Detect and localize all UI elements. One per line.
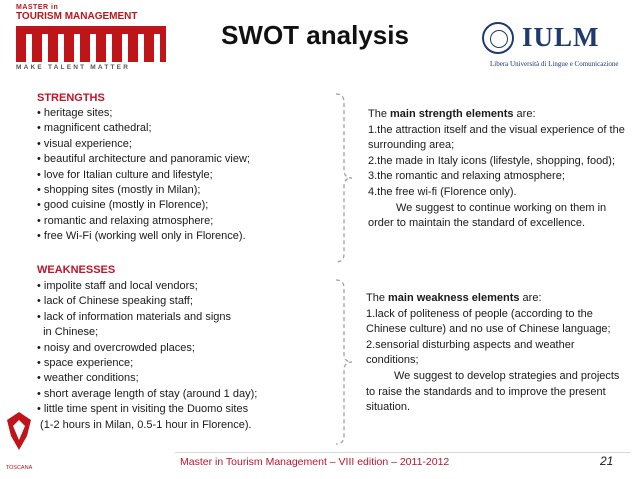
strength-summary — [368, 107, 630, 232]
list-item: in Chinese; — [37, 326, 99, 339]
list-item: • heritage sites; — [37, 107, 113, 119]
iulm-logo — [478, 22, 628, 72]
strengths-heading: STRENGTHS — [37, 92, 105, 104]
summary-point: 3.the romantic and relaxing atmosphere; — [368, 170, 565, 183]
logo-tagline: MAKE TALENT MATTER — [16, 64, 131, 71]
intro-text: are: — [519, 292, 542, 304]
summary-conclusion: We suggest to develop strategies and projects to raise the standards and to improve the present situation. — [366, 369, 620, 414]
list-item: • love for Italian culture and lifestyle; — [37, 168, 213, 181]
strengths-list — [37, 106, 250, 245]
list-item: • impolite staff and local vendors; — [37, 280, 198, 292]
strengths-brace — [334, 92, 356, 264]
list-item: (1-2 hours in Milan, 0.5-1 hour in Florence). — [37, 418, 252, 431]
weakness-summary-intro — [366, 291, 628, 307]
list-item: • space experience; — [37, 357, 134, 370]
logo-top-text: MASTER in — [16, 4, 59, 11]
summary-point: 2.sensorial disturbing aspects and weather conditions; — [366, 338, 575, 367]
list-item: • beautiful architecture and panoramic view; — [37, 153, 250, 166]
summary-point: 2.the made in Italy icons (lifestyle, shopping, food); — [368, 154, 616, 167]
toscana-logo — [4, 410, 34, 476]
summary-point: 4.the free wi-fi (Florence only). — [368, 185, 517, 198]
page-title: SWOT analysis — [221, 20, 409, 50]
intro-text: The — [368, 108, 391, 120]
list-item: • lack of information materials and signs — [37, 310, 231, 323]
list-item: • shopping sites (mostly in Milan); — [37, 184, 201, 197]
list-item: • lack of Chinese speaking staff; — [37, 295, 193, 308]
list-item: • magnificent cathedral; — [37, 122, 152, 135]
iulm-name: IULM — [522, 22, 600, 52]
weaknesses-heading: WEAKNESSES — [37, 264, 116, 276]
toscana-label: TOSCANA — [5, 465, 33, 471]
toscana-emblem-icon — [4, 410, 34, 460]
list-item: • free Wi-Fi (working well only in Florence). — [37, 230, 246, 243]
master-tourism-logo — [10, 4, 170, 78]
iulm-subtitle: Libera Università di Lingue e Comunicazione — [490, 60, 619, 68]
list-item: • short average length of stay (around 1 day); — [37, 387, 258, 400]
intro-bold-text: main weakness elements — [388, 292, 520, 304]
footer-text: Master in Tourism Management – VIII edition – 2011-2012 — [180, 456, 450, 468]
list-item: • noisy and overcrowded places; — [37, 341, 195, 354]
summary-point: 1.the attraction itself and the visual experience of the surrounding area; — [368, 123, 625, 152]
list-item: • visual experience; — [37, 137, 132, 150]
intro-bold-text: main strength elements — [390, 108, 514, 120]
iulm-seal-icon — [482, 22, 514, 54]
list-item: • little time spent in visiting the Duomo sites — [37, 403, 249, 416]
intro-text: are: — [513, 108, 536, 120]
list-item: • good cuisine (mostly in Florence); — [37, 199, 209, 212]
intro-text: The — [366, 292, 389, 304]
list-item: • romantic and relaxing atmosphere; — [37, 214, 214, 227]
list-item: • weather conditions; — [37, 372, 139, 385]
page-number: 21 — [600, 454, 614, 468]
weakness-summary — [366, 291, 628, 416]
footer-divider — [175, 452, 631, 453]
strength-summary-intro — [368, 107, 630, 123]
weaknesses-list — [37, 279, 257, 433]
weaknesses-brace — [334, 278, 356, 448]
logo-columns-icon — [16, 26, 166, 62]
summary-conclusion: We suggest to continue working on them in order to maintain the standard of excellence. — [368, 201, 607, 230]
logo-title-text: TOURISM MANAGEMENT — [16, 11, 138, 22]
summary-point: 1.lack of politeness of people (according to the Chinese culture) and no use of Chinese language; — [366, 307, 611, 336]
